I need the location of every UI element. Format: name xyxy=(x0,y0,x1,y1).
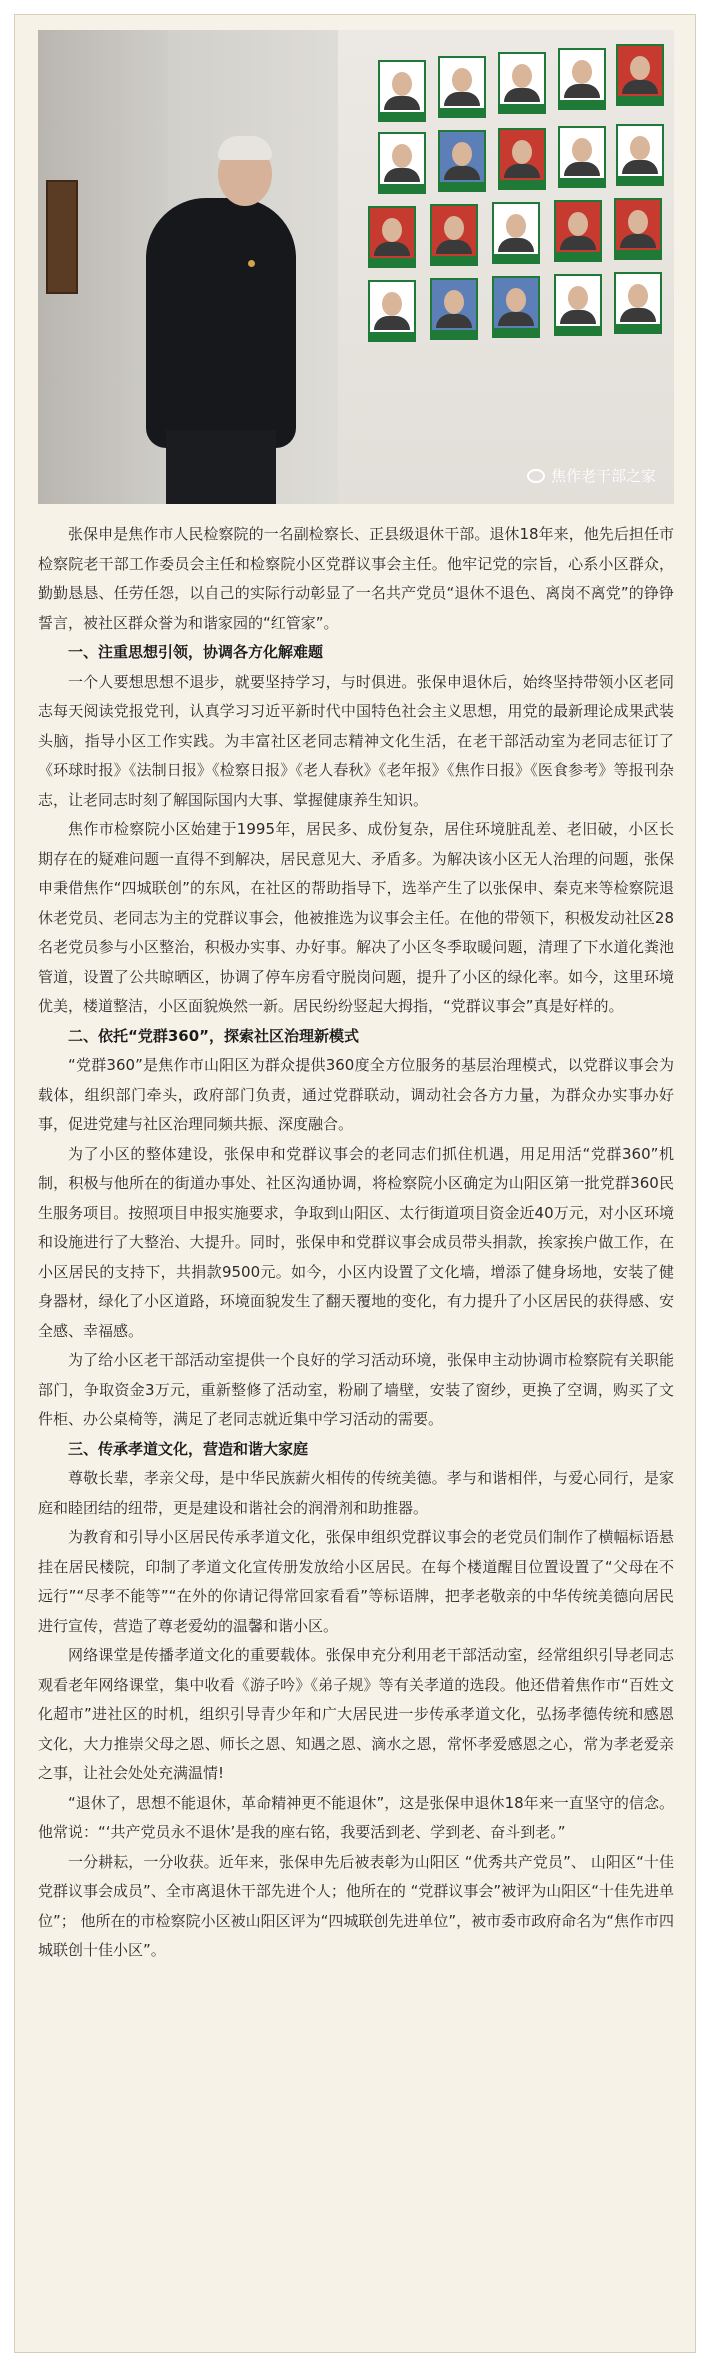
portrait xyxy=(558,126,606,188)
portrait xyxy=(554,274,602,336)
paragraph: 为教育和引导小区居民传承孝道文化，张保申组织党群议事会的老党员们制作了横幅标语悬挂在居民楼院，印制了孝道文化宣传册发放给小区居民。在每个楼道醒目位置设置了“父母在不远行”“尽孝不能等”“在外的你请记得常回家看看”等标语牌，把孝老敬亲的中华传统美德向居民进行宣传，营造了尊老爱幼的温馨和谐小区。 xyxy=(38,1528,674,1635)
portrait xyxy=(438,130,486,192)
paragraph: 为了给小区老干部活动室提供一个良好的学习活动环境，张保申主动协调市检察院有关职能部门，争取资金3万元，重新整修了活动室，粉刷了墙壁，安装了窗纱，更换了空调，购买了文件柜、办公桌椅等，满足了老同志就近集中学习活动的需要。 xyxy=(38,1351,674,1428)
wechat-icon xyxy=(527,469,545,483)
paragraph: 尊敬长辈，孝亲父母，是中华民族薪火相传的传统美德。孝与和谐相伴，与爱心同行，是家庭和睦团结的纽带，更是建设和谐社会的润滑剂和助推器。 xyxy=(38,1469,674,1517)
watermark xyxy=(527,465,656,486)
portrait xyxy=(558,48,606,110)
portrait xyxy=(614,272,662,334)
watermark-text: 焦作老干部之家 xyxy=(550,467,656,485)
article-body xyxy=(38,520,674,1966)
portrait xyxy=(616,124,664,186)
portrait xyxy=(438,56,486,118)
portrait xyxy=(554,200,602,262)
paragraph-intro: 张保申是焦作市人民检察院的一名副检察长、正县级退休干部。退休18年来，他先后担任市检察院老干部工作委员会主任和检察院小区党群议事会主任。他牢记党的宗旨，心系小区群众，勤勤恳恳、任劳任怨，以自己的实际行动彰显了一名共产党员“退休不退色、离岗不离党”的铮铮誓言，被社区群众誉为和谐家园的“红管家”。 xyxy=(38,525,674,632)
article-photo xyxy=(38,30,674,504)
portrait xyxy=(498,52,546,114)
party-badge xyxy=(248,260,255,267)
portrait xyxy=(614,198,662,260)
portrait xyxy=(498,128,546,190)
photo-door xyxy=(46,180,78,294)
portrait xyxy=(378,132,426,194)
paragraph: 一个人要想思想不退步，就要坚持学习，与时俱进。张保申退休后，始终坚持带领小区老同志每天阅读党报党刊，认真学习习近平新时代中国特色社会主义思想，用党的最新理论成果武装头脑，指导小区工作实践。为丰富社区老同志精神文化生活，在老干部活动室为老同志征订了《环球时报》《法制日报》《检察日报》《老人春秋》《老年报》《焦作日报》《医食参考》等报刊杂志，让老同志时刻了解国际国内大事、掌握健康养生知识。 xyxy=(38,672,674,809)
paragraph: “党群360”是焦作市山阳区为群众提供360度全方位服务的基层治理模式，以党群议事会为载体，组织部门牵头，政府部门负责，通过党群联动，调动社会各方力量，为群众办实事办好事，促进党建与社区治理同频共振、深度融合。 xyxy=(38,1056,674,1133)
paragraph: 一分耕耘，一分收获。近年来，张保申先后被表彰为山阳区 “优秀共产党员”、 山阳区“十佳党群议事会成员”、全市离退休干部先进个人；他所在的 “党群议事会”被评为山阳区“十佳先进单位”； 他所在的市检察院小区被山阳区评为“四城联创先进单位”，被市委市政府命名为“焦作市四城联创十佳小区”。 xyxy=(38,1852,674,1959)
portrait xyxy=(616,44,664,106)
section-1-heading: 一、注重思想引领，协调各方化解难题 xyxy=(68,643,324,661)
portrait xyxy=(430,278,478,340)
section-3-heading: 三、传承孝道文化，营造和谐大家庭 xyxy=(68,1439,309,1458)
person-hair xyxy=(218,136,272,160)
portrait xyxy=(492,276,540,338)
person-coat xyxy=(146,198,296,448)
section-2-heading: 二、依托“党群360”，探索社区治理新模式 xyxy=(68,1026,360,1045)
portrait xyxy=(368,206,416,268)
portrait xyxy=(492,202,540,264)
portrait xyxy=(430,204,478,266)
paragraph: “退休了，思想不能退休，革命精神更不能退休”，这是张保申退休18年来一直坚守的信念。他常说：“‘共产党员永不退休’是我的座右铭，我要活到老、学到老、奋斗到老。” xyxy=(38,1793,674,1841)
portrait xyxy=(368,280,416,342)
portrait xyxy=(378,60,426,122)
paragraph: 为了小区的整体建设，张保申和党群议事会的老同志们抓住机遇，用足用活“党群360”机制，积极与他所在的街道办事处、社区沟通协调，将检察院小区确定为山阳区第一批党群360民生服务项目。按照项目申报实施要求，争取到山阳区、太行街道项目资金近40万元，对小区环境和设施进行了大整治、大提升。同时，张保申和党群议事会成员带头捐款，挨家挨户做工作，在小区居民的支持下，共捐款9500元。如今，小区内设置了文化墙，增添了健身场地，安装了健身器材，绿化了小区道路，环境面貌发生了翻天覆地的变化，有力提升了小区居民的获得感、安全感、幸福感。 xyxy=(38,1144,674,1340)
paragraph: 焦作市检察院小区始建于1995年，居民多、成份复杂，居住环境脏乱差、老旧破，小区长期存在的疑难问题一直得不到解决，居民意见大、矛盾多。为解决该小区无人治理的问题，张保申秉借焦作“四城联创”的东风，在社区的帮助指导下，选举产生了以张保申、秦克来等检察院退休老党员、老同志为主的党群议事会，他被推选为议事会主任。在他的带领下，积极发动社区28名老党员参与小区整治，积极办实事、办好事。解决了小区冬季取暖问题，清理了下水道化粪池管道，设置了公共晾晒区，协调了停车房看守脱岗问题，提升了小区的绿化率。如今，这里环境优美，楼道整洁，小区面貌焕然一新。居民纷纷竖起大拇指，“党群议事会”真是好样的。 xyxy=(38,820,674,1015)
paragraph: 网络课堂是传播孝道文化的重要载体。张保申充分利用老干部活动室，经常组织引导老同志观看老年网络课堂，集中收看《游子吟》《弟子规》等有关孝道的选段。他还借着焦作市“百姓文化超市”进社区的时机，组织引导青少年和广大居民进一步传承孝道文化，弘扬孝德传统和感恩文化，大力推崇父母之恩、师长之恩、知遇之恩、滴水之恩，常怀孝爱感恩之心，常为孝老爱亲之事，让社会处处充满温情! xyxy=(38,1646,674,1782)
person-legs xyxy=(166,430,276,504)
